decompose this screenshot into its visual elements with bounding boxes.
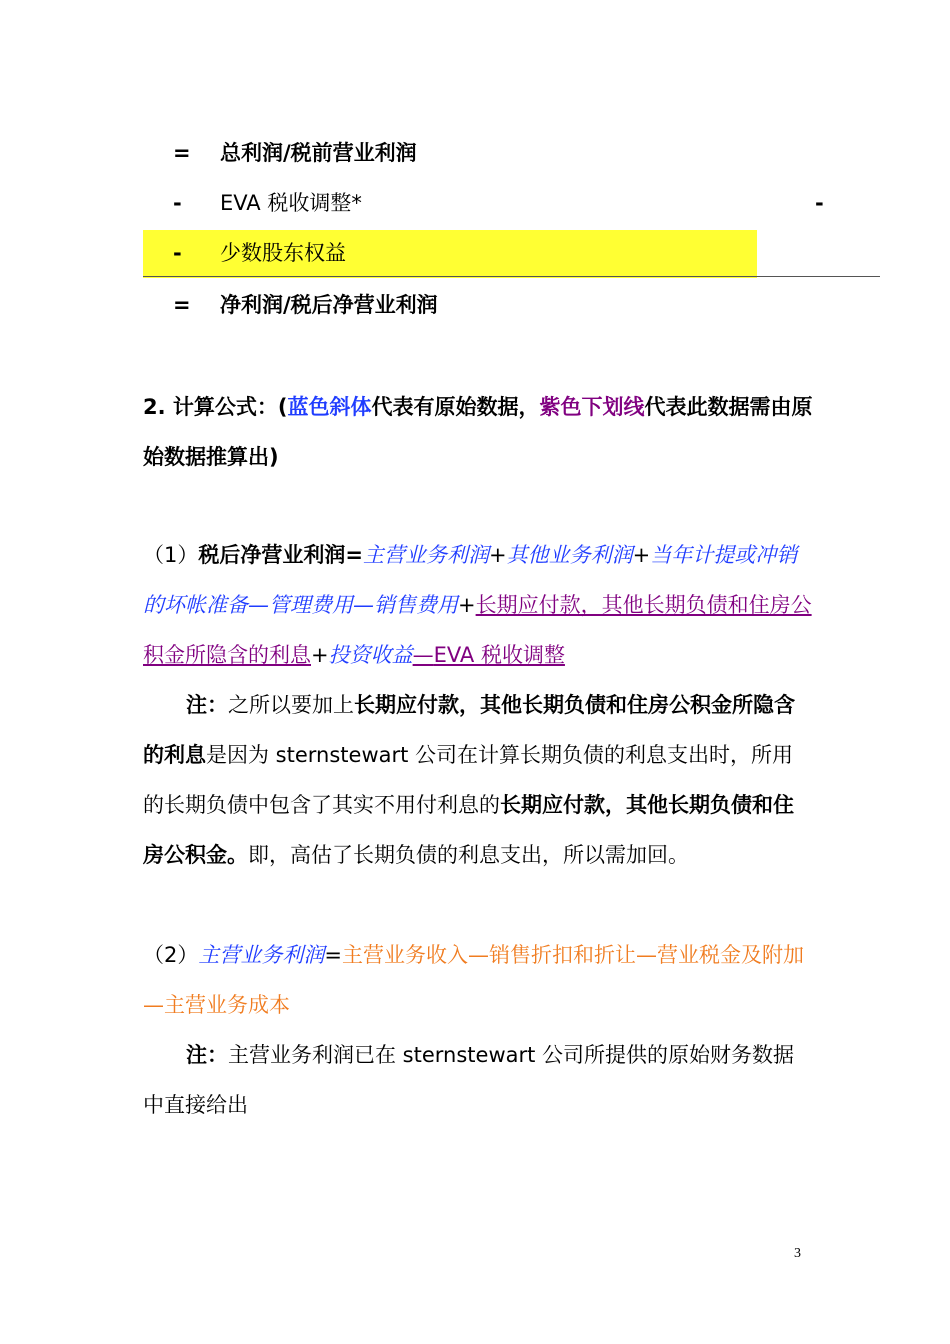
plus-sign: + [488,543,507,567]
formula-row-label: 净利润/税后净营业利润 [220,293,438,317]
equals-symbol: = [173,293,191,317]
term-sales-expense: 销售费用 [374,593,458,617]
term-admin-expense: 管理费用 [269,593,353,617]
formula-row-label: EVA 税收调整* [220,191,362,215]
formula-row-net-profit [143,280,880,330]
term-investment-income: 投资收益 [328,643,413,667]
item-title: 主营业务利润 [198,943,325,967]
item2-main-business-profit [143,930,813,1030]
note-text: 是因为 sternstewart 公司在计算长期负债的利息支出时，所用的长期负债中包含了其实不用付利息的 [143,743,794,817]
section-suffix: 代表此数据需由原始数据推算出) [143,395,813,469]
minus-symbol: - [173,241,182,265]
note-text: 之所以要加上 [228,693,354,717]
note-label: 注： [186,693,228,717]
minus-sign: — [248,593,269,617]
note-text: 即，高估了长期负债的利息支出，所以需加回。 [248,843,689,867]
term-implied-interest: 长期应付款，其他长期负债和住房公积金所隐含的利息 [143,593,812,667]
formula-row-total-profit [143,128,880,178]
item-number: （1） [143,543,199,567]
minus-symbol-right: - [815,191,824,215]
section-prefix: 2. 计算公式：( [143,395,288,419]
item2-formula: 主营业务收入—销售折扣和折让—营业税金及附加—主营业务成本 [143,943,804,1017]
formula-row-label: 少数股东权益 [220,241,346,265]
equals-sign: = [324,943,342,967]
note2-paragraph [143,1030,813,1130]
minus-symbol: - [173,191,182,215]
term-main-business-profit: 主营业务利润 [362,543,489,567]
item-title: 税后净营业利润 [198,543,346,567]
note-emphasis: 长期应付款，其他长期负债和住房公积金所隐含的利息 [143,693,795,767]
section-heading-formula [143,382,813,482]
section-mid: 代表有原始数据， [371,395,540,419]
formula-row-eva-tax [143,178,880,228]
term-eva-tax-adjustment: EVA 税收调整 [433,643,565,667]
page-number: 3 [794,1246,801,1261]
equals-symbol: = [173,141,191,165]
note-label: 注： [186,1043,228,1067]
legend-blue-italic: 蓝色斜体 [287,395,372,419]
term-other-business-profit: 其他业务利润 [506,543,633,567]
item-number: （2） [143,943,199,967]
note-emphasis: 长期应付款，其他长期负债和住房公积金。 [143,793,794,867]
legend-purple-underline: 紫色下划线 [539,395,645,419]
formula-row-minority-interest [143,228,880,278]
equals-sign: = [345,543,363,567]
horizontal-rule [143,276,880,277]
term-bad-debt-provision: 当年计提或冲销的坏帐准备 [143,543,798,617]
note1-paragraph [143,680,813,880]
plus-sign: + [632,543,651,567]
formula-row-label: 总利润/税前营业利润 [220,141,417,165]
plus-sign: + [458,593,476,617]
item1-nopat-formula [143,530,813,680]
minus-sign: — [353,593,374,617]
minus-sign: — [412,643,434,667]
plus-sign: + [311,643,329,667]
note-text: 主营业务利润已在 sternstewart 公司所提供的原始财务数据中直接给出 [143,1043,795,1117]
